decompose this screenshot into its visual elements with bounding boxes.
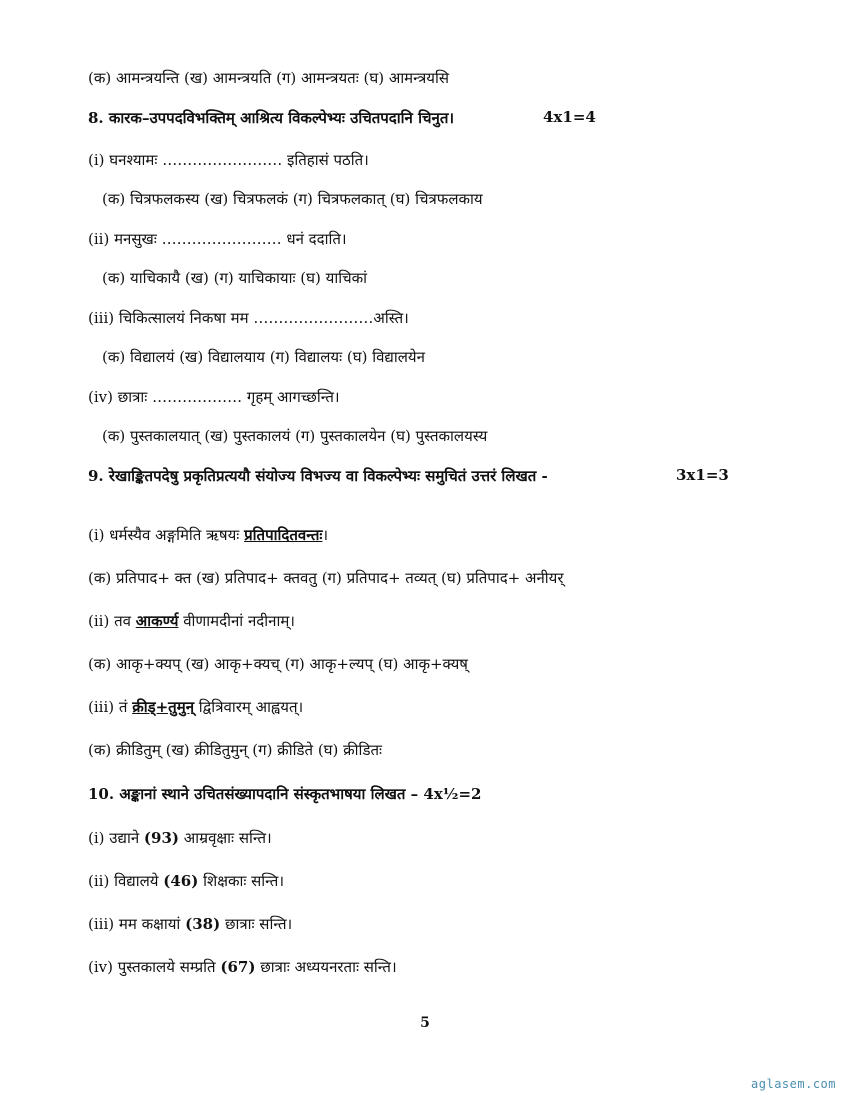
q10-item-i-post: आम्रवृक्षाः सन्ति। <box>179 829 272 847</box>
q9-item-iii-pre: (iii) तं <box>88 698 133 716</box>
q8-item-ii-options: (क) याचिकायै (ख) (ग) याचिकायाः (घ) याचिकां <box>102 269 368 287</box>
q9-item-i-options: (क) प्रतिपाद+ क्त (ख) प्रतिपाद+ क्तवतु (ग) प्रतिपाद+ तव्यत् (घ) प्रतिपाद+ अनीयर् <box>88 569 564 587</box>
q10-item-ii-number: (46) <box>163 872 199 890</box>
q10-item-ii-pre: (ii) विद्यालये <box>88 872 164 890</box>
q9-item-ii-post: वीणामदीनां नदीनाम्। <box>178 612 295 630</box>
page-number: 5 <box>420 1015 430 1031</box>
q9-item-i <box>88 525 328 545</box>
q9-item-ii-pre: (ii) तव <box>88 612 136 630</box>
q9-item-iii-post: द्वित्रिवारम् आह्वयत्। <box>194 698 304 716</box>
q8-item-iv: (iv) छात्राः ……………… गृहम् आगच्छन्ति। <box>88 388 340 406</box>
q9-item-iii <box>88 697 303 717</box>
q10-item-iv-number: (67) <box>220 958 256 976</box>
q10-item-iv-pre: (iv) पुस्तकालये सम्प्रति <box>88 958 221 976</box>
q8-marks: 4x1=4 <box>543 108 596 126</box>
q10-item-i-number: (93) <box>143 829 179 847</box>
q9-item-i-pre: (i) धर्मस्यैव अङ्गमिति ऋषयः <box>88 526 245 544</box>
q8-item-iii-options: (क) विद्यालयं (ख) विद्यालयाय (ग) विद्यालयः (घ) विद्यालयेन <box>102 348 425 366</box>
q8-item-iii: (iii) चिकित्सालयं निकषा मम ……………………अस्ति। <box>88 309 409 327</box>
q10-item-iv <box>88 957 397 977</box>
q9-item-ii <box>88 611 295 631</box>
q9-item-i-underlined: प्रतिपादितवन्तः <box>244 526 323 544</box>
q9-heading: 9. रेखाङ्कितपदेषु प्रकृतिप्रत्ययौ संयोज्य विभज्य वा विकल्पेभ्यः समुचितं उत्तरं लिखत - <box>88 467 548 485</box>
q10-marks: 4x½=2 <box>423 785 482 803</box>
q7-options: (क) आमन्त्रयन्ति (ख) आमन्त्रयति (ग) आमन्त्रयतः (घ) आमन्त्रयसि <box>88 69 450 87</box>
q10-item-iv-post: छात्राः अध्ययनरताः सन्ति। <box>255 958 397 976</box>
q8-item-iv-options: (क) पुस्तकालयात् (ख) पुस्तकालयं (ग) पुस्तकालयेन (घ) पुस्तकालयस्य <box>102 427 488 445</box>
q10-item-ii-post: शिक्षकाः सन्ति। <box>198 872 285 890</box>
q10-item-iii-post: छात्राः सन्ति। <box>220 915 293 933</box>
q10-item-iii <box>88 914 292 934</box>
q8-heading: 8. कारक–उपपदविभक्तिम् आश्रित्य विकल्पेभ्यः उचितपदानि चिनुत। <box>88 109 455 127</box>
q9-marks: 3x1=3 <box>676 466 729 484</box>
q9-item-ii-options: (क) आकृ+क्यप् (ख) आकृ+क्यच् (ग) आकृ+ल्यप् (घ) आकृ+क्यष् <box>88 655 468 673</box>
q10-item-ii <box>88 871 284 891</box>
q10-item-iii-number: (38) <box>185 915 221 933</box>
q10-item-i <box>88 828 272 848</box>
q8-item-i-options: (क) चित्रफलकस्य (ख) चित्रफलकं (ग) चित्रफलकात् (घ) चित्रफलकाय <box>102 190 483 208</box>
q9-item-iii-options: (क) क्रीडितुम् (ख) क्रीडितुमुन् (ग) क्रीडिते (घ) क्रीडितः <box>88 741 383 759</box>
q9-item-i-post: । <box>322 526 329 544</box>
q10-item-iii-pre: (iii) मम कक्षायां <box>88 915 186 933</box>
q10-heading-text: 10. अङ्कानां स्थाने उचितसंख्यापदानि संस्कृतभाषया लिखत – <box>88 785 419 803</box>
q9-item-iii-underlined: क्रीड्+तुमुन् <box>132 698 195 716</box>
q9-item-ii-underlined: आकर्ण्य <box>135 612 179 630</box>
q8-item-ii: (ii) मनसुखः …………………… धनं ददाति। <box>88 230 347 248</box>
q8-item-i: (i) घनश्यामः …………………… इतिहासं पठति। <box>88 151 369 169</box>
q10-item-i-pre: (i) उद्याने <box>88 829 144 847</box>
footer-watermark[interactable]: aglasem.com <box>751 1077 836 1091</box>
q10-heading <box>88 784 481 804</box>
